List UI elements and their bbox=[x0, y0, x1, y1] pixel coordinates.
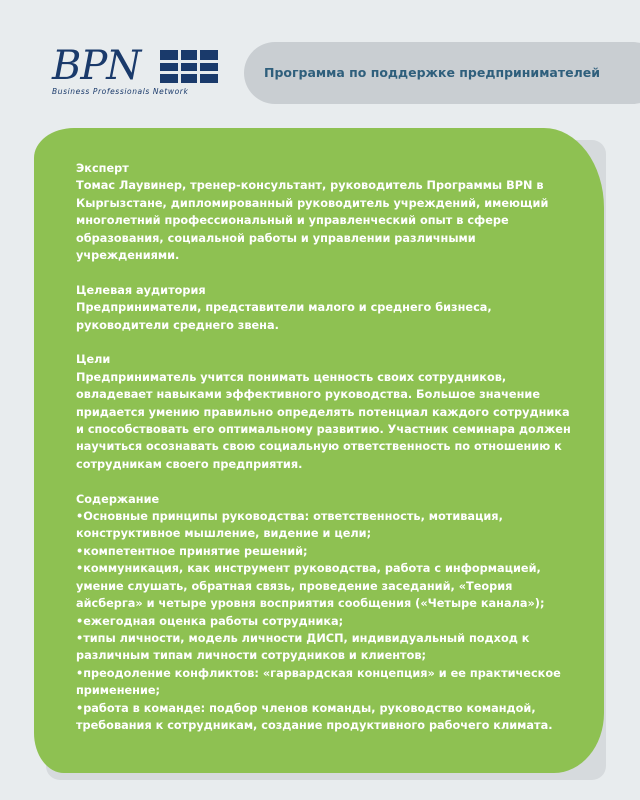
section-text: Предприниматель учится понимать ценность своих сотрудников, овладевает навыками эффективного руководства. Большое значение придается умению правильно определять потенциал каждого сотрудника и способствовать его оптимальному развитию. Участник семинара должен научиться осознавать свою социальную ответственность по отношению к сотрудникам своего предприятия. bbox=[76, 370, 571, 471]
section-contents bbox=[76, 491, 576, 735]
list-item: •компетентное принятие решений; bbox=[76, 544, 308, 558]
section-expert bbox=[76, 160, 576, 264]
header-banner bbox=[244, 42, 640, 104]
section-title: Содержание bbox=[76, 492, 160, 506]
logo-grid-icon bbox=[160, 50, 218, 83]
section-title: Целевая аудитория bbox=[76, 283, 206, 297]
list-item: •Основные принципы руководства: ответственность, мотивация, конструктивное мышление, видение и цели; bbox=[76, 510, 503, 541]
list-item: •преодоление конфликтов: «гарвардская концепция» и ее практическое применение; bbox=[76, 666, 561, 698]
section-audience bbox=[76, 282, 576, 334]
list-item: •ежегодная оценка работы сотрудника; bbox=[76, 614, 344, 628]
list-item: •коммуникация, как инструмент руководства, работа с информацией, умение слушать, обратная связь, проведение заседаний, «Теория айсберга» и четыре уровня восприятия сообщения («Четыре канала»); bbox=[76, 562, 545, 611]
logo-wordmark: BPN bbox=[52, 43, 141, 89]
page-title: Программа по поддержке предпринимателей bbox=[264, 65, 600, 80]
list-item: •типы личности, модель личности ДИСП, индивидуальный подход к различным типам личности сотрудников и клиентов; bbox=[76, 631, 530, 663]
section-title: Эксперт bbox=[76, 162, 129, 175]
section-text: Предприниматели, представители малого и среднего бизнеса, руководители среднего звена. bbox=[76, 301, 492, 332]
section-title: Цели bbox=[76, 353, 111, 367]
section-goals bbox=[76, 351, 576, 473]
section-text: Томас Лаувинер, тренер-консультант, руководитель Программы BPN в Кыргызстане, дипломированный руководитель учреждений, имеющий многолетний профессиональный и управленческий опыт в сфере образования, социальной работы и управлении различными учреждениями. bbox=[76, 179, 549, 263]
logo-subtitle: Business Professionals Network bbox=[52, 87, 189, 96]
list-item: •работа в команде: подбор членов команды, руководство командой, требования к сотрудникам, создание продуктивного рабочего климата. bbox=[76, 701, 553, 732]
card-content bbox=[76, 160, 576, 752]
bpn-logo bbox=[52, 44, 232, 100]
